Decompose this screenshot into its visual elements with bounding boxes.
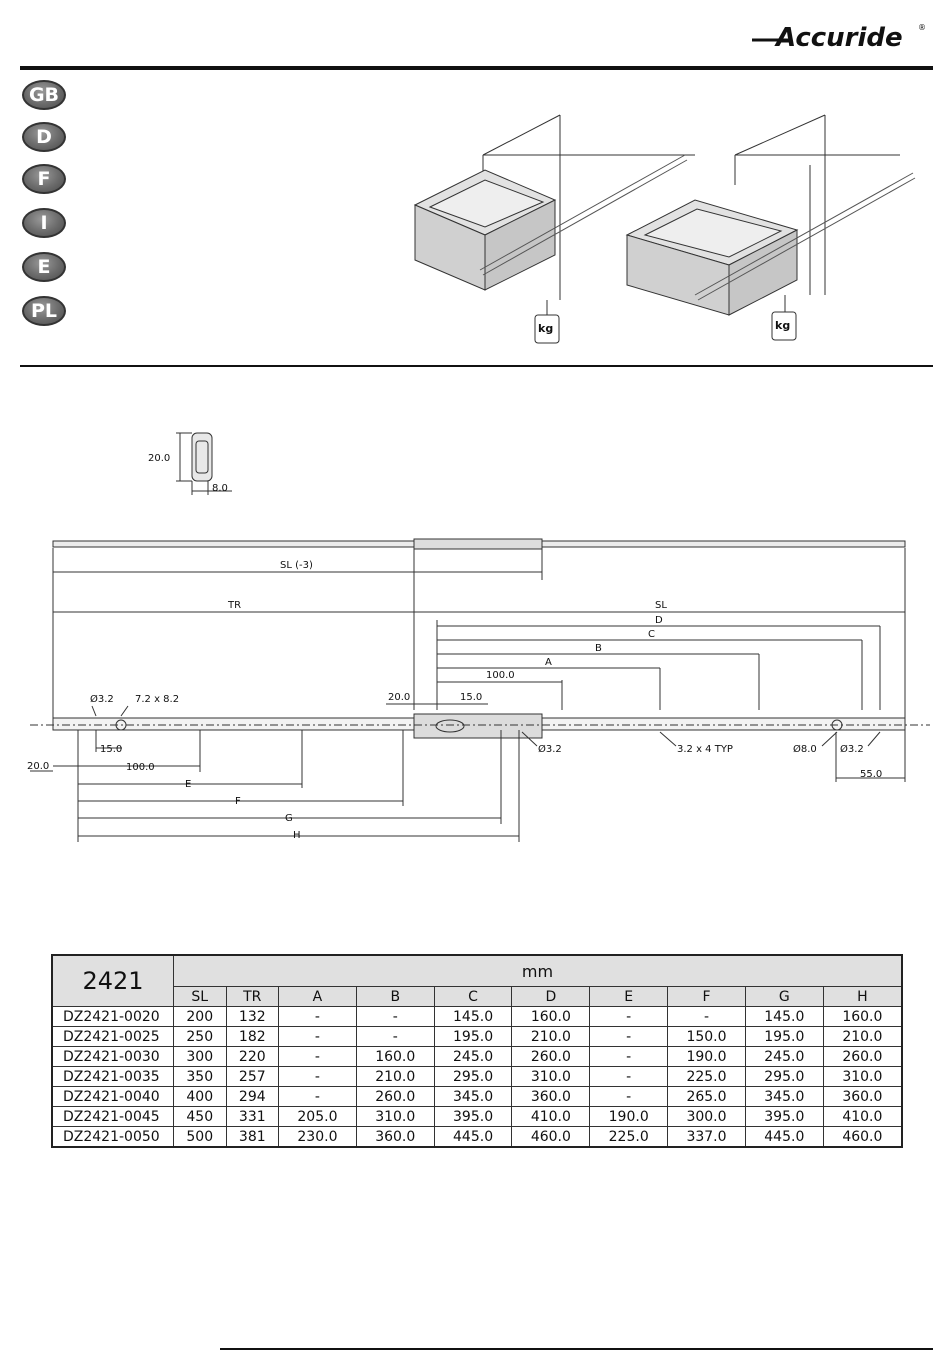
footer-rule (220, 1348, 933, 1350)
table-cell: 395.0 (745, 1107, 823, 1127)
table-cell: - (279, 1027, 357, 1047)
table-cell: 345.0 (434, 1087, 512, 1107)
dim-a: A (545, 657, 552, 668)
profile-section (140, 425, 250, 505)
table-cell: 195.0 (745, 1027, 823, 1047)
table-cell: 310.0 (823, 1067, 902, 1087)
table-cell: 190.0 (590, 1107, 668, 1127)
table-cell: 310.0 (512, 1067, 590, 1087)
table-cell: 295.0 (434, 1067, 512, 1087)
dim-20-bot: 20.0 (27, 761, 50, 772)
table-cell: - (356, 1027, 434, 1047)
table-cell: 210.0 (512, 1027, 590, 1047)
table-cell: 395.0 (434, 1107, 512, 1127)
lang-badge-i[interactable]: I (22, 208, 66, 238)
table-cell: 145.0 (745, 1007, 823, 1027)
table-cell: - (590, 1087, 668, 1107)
table-cell: 400 (174, 1087, 227, 1107)
col-d: D (512, 987, 590, 1007)
table-cell: - (590, 1047, 668, 1067)
part-number-cell: DZ2421-0030 (52, 1047, 174, 1067)
table-cell: 265.0 (668, 1087, 746, 1107)
table-cell: 160.0 (356, 1047, 434, 1067)
table-cell: 250 (174, 1027, 227, 1047)
col-h: H (823, 987, 902, 1007)
dim-20-top: 20.0 (388, 692, 411, 703)
table-cell: 257 (226, 1067, 279, 1087)
col-b: B (356, 987, 434, 1007)
drawer-open (627, 115, 915, 340)
dim-f: F (235, 796, 241, 807)
hole-dia-left: Ø3.2 (90, 694, 114, 705)
table-cell: 200 (174, 1007, 227, 1027)
table-cell: 260.0 (512, 1047, 590, 1067)
table-cell: 150.0 (668, 1027, 746, 1047)
table-cell: 230.0 (279, 1127, 357, 1148)
table-cell: 500 (174, 1127, 227, 1148)
table-cell: 350 (174, 1067, 227, 1087)
table-cell: 132 (226, 1007, 279, 1027)
dim-e: E (185, 779, 192, 790)
weight-label-2: kg (775, 319, 791, 332)
model-number: 2421 (52, 955, 174, 1007)
table-row (52, 1087, 902, 1107)
dim-tr: TR (228, 600, 242, 611)
table-cell: 210.0 (823, 1027, 902, 1047)
table-cell: - (590, 1027, 668, 1047)
slot-size: 7.2 x 8.2 (135, 694, 180, 705)
table-cell: 300.0 (668, 1107, 746, 1127)
table-row (52, 1127, 902, 1148)
table-row (52, 1027, 902, 1047)
table-cell: - (279, 1007, 357, 1027)
table-cell: 337.0 (668, 1127, 746, 1148)
table-cell: 260.0 (356, 1087, 434, 1107)
dim-b: B (595, 643, 602, 654)
spec-table (51, 954, 903, 1148)
table-cell: - (590, 1067, 668, 1087)
lang-badge-pl[interactable]: PL (22, 296, 66, 326)
table-cell: 360.0 (512, 1087, 590, 1107)
column-header-row (52, 987, 902, 1007)
table-cell: 410.0 (512, 1107, 590, 1127)
header-rule (20, 66, 933, 70)
lang-badge-gb[interactable]: GB (22, 80, 66, 110)
table-cell: 360.0 (823, 1087, 902, 1107)
table-cell: 381 (226, 1127, 279, 1148)
table-cell: 220 (226, 1047, 279, 1067)
table-cell: 294 (226, 1087, 279, 1107)
table-cell: - (356, 1007, 434, 1027)
table-cell: 450 (174, 1107, 227, 1127)
table-cell: 445.0 (745, 1127, 823, 1148)
part-number-cell: DZ2421-0045 (52, 1107, 174, 1127)
table-cell: 195.0 (434, 1027, 512, 1047)
table-row (52, 1047, 902, 1067)
dim-15-bot: 15.0 (100, 744, 123, 755)
dim-h: H (293, 830, 301, 841)
brand-name: Accuride (776, 23, 903, 53)
table-cell: 225.0 (590, 1127, 668, 1148)
table-row (52, 1107, 902, 1127)
col-f: F (668, 987, 746, 1007)
hole-typ: 3.2 x 4 TYP (677, 744, 733, 755)
unit-header: mm (174, 955, 903, 987)
table-cell: 460.0 (823, 1127, 902, 1148)
profile-height: 20.0 (148, 453, 171, 464)
dim-sl: SL (655, 600, 667, 611)
col-a: A (279, 987, 357, 1007)
svg-text:®: ® (918, 23, 926, 32)
drawer-illustration (405, 105, 935, 355)
table-cell: 210.0 (356, 1067, 434, 1087)
table-cell: 182 (226, 1027, 279, 1047)
hole-dia-8: Ø8.0 (793, 744, 817, 755)
part-number-cell: DZ2421-0050 (52, 1127, 174, 1148)
table-row (52, 1007, 902, 1027)
table-cell: - (668, 1007, 746, 1027)
table-cell: 410.0 (823, 1107, 902, 1127)
col-c: C (434, 987, 512, 1007)
accuride-logo (748, 16, 928, 56)
dim-c: C (648, 629, 655, 640)
dim-g: G (285, 813, 293, 824)
table-cell: 225.0 (668, 1067, 746, 1087)
dim-d: D (655, 615, 663, 626)
table-cell: 160.0 (823, 1007, 902, 1027)
table-cell: 310.0 (356, 1107, 434, 1127)
slide-dimension-drawing (0, 520, 950, 850)
part-number-cell: DZ2421-0035 (52, 1067, 174, 1087)
part-number-cell: DZ2421-0025 (52, 1027, 174, 1047)
part-number-cell: DZ2421-0040 (52, 1087, 174, 1107)
col-e: E (590, 987, 668, 1007)
table-cell: 295.0 (745, 1067, 823, 1087)
col-g: G (745, 987, 823, 1007)
table-cell: 160.0 (512, 1007, 590, 1027)
table-cell: 205.0 (279, 1107, 357, 1127)
dim-100-top: 100.0 (486, 670, 515, 681)
lang-badge-e[interactable]: E (22, 252, 66, 282)
table-cell: 345.0 (745, 1087, 823, 1107)
col-sl: SL (174, 987, 227, 1007)
dim-55: 55.0 (860, 769, 883, 780)
table-cell: - (279, 1087, 357, 1107)
table-cell: 145.0 (434, 1007, 512, 1027)
table-cell: 360.0 (356, 1127, 434, 1148)
hole-dia-right: Ø3.2 (840, 744, 864, 755)
lang-badge-d[interactable]: D (22, 122, 66, 152)
dim-sl-minus: SL (-3) (280, 560, 313, 571)
weight-label-1: kg (538, 322, 554, 335)
dim-15-top: 15.0 (460, 692, 483, 703)
table-cell: - (590, 1007, 668, 1027)
table-cell: 260.0 (823, 1047, 902, 1067)
table-cell: 300 (174, 1047, 227, 1067)
table-cell: 460.0 (512, 1127, 590, 1148)
section-rule (20, 365, 933, 367)
table-row (52, 1067, 902, 1087)
table-cell: 245.0 (434, 1047, 512, 1067)
part-number-cell: DZ2421-0020 (52, 1007, 174, 1027)
table-cell: - (279, 1047, 357, 1067)
table-cell: 331 (226, 1107, 279, 1127)
dim-100-bot: 100.0 (126, 762, 155, 773)
hole-dia-mid: Ø3.2 (538, 744, 562, 755)
table-cell: 190.0 (668, 1047, 746, 1067)
lang-badge-f[interactable]: F (22, 164, 66, 194)
table-cell: 445.0 (434, 1127, 512, 1148)
table-cell: - (279, 1067, 357, 1087)
table-cell: 245.0 (745, 1047, 823, 1067)
col-tr: TR (226, 987, 279, 1007)
profile-width: 8.0 (212, 483, 228, 494)
